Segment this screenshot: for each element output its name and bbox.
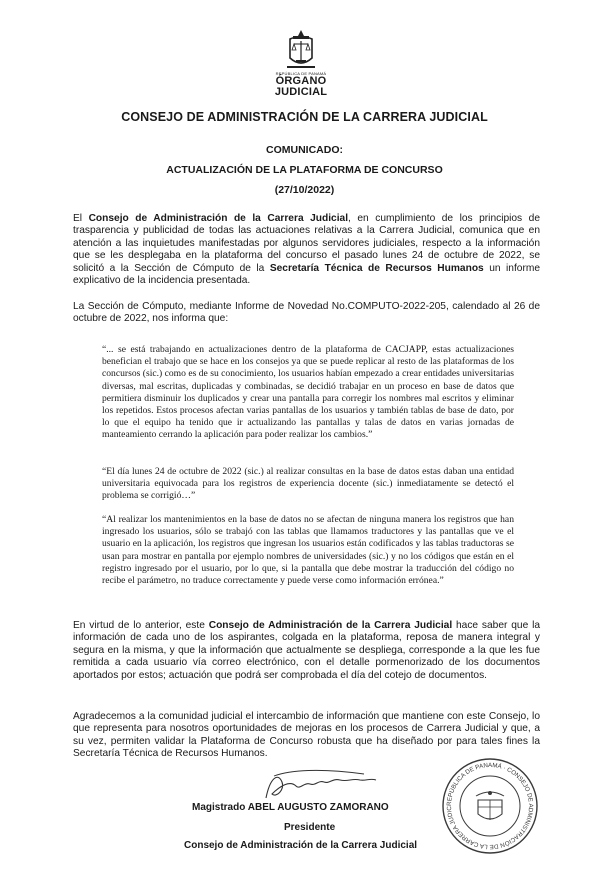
quote-1: “... se está trabajando en actualizaciones dentro de la plataforma de CACJAPP, estas actualizaciones benefician el trabajo que se hace en los consejos ya que se puede replicar al resto de las plataformas de los concursos (sic.) como es de su conocimiento, los usuarios habían empezado a crear entidades universitarias diversas, mal escritas, duplicadas y combinadas, se decidió trabajar en un proceso en base de datos que permitiera disminuir los duplicados y crear una pantalla para corregir los nombres mal escritos y eliminar los repetidos. Estos procesos afectan varias pantallas de los usuarios y también tablas de base de dato, por lo que el equipo ha tenido que ir actualizando las pantallas y talas de datos en varias jornadas de manteamiento cerrando la aplicación para poder realizar los cambios.” [102,344,514,441]
p1-secretaria-bold: Secretaría Técnica de Recursos Humanos [269,262,484,274]
p1-text-c: , en cumplimiento de los principios de trasparencia y publicidad de todas las actuaciones relativas a la Carrera Judicial, comunica que en atención a las inquietudes manifestadas por algunos servidores judiciales, respecto a la información que se les desplegaba en la plataforma del concurso el pasado lunes 24 de octubre de 2022, se solicitó a la Sección de Cómputo de la [73,213,540,274]
paragraph-thanks: Agradecemos a la comunidad judicial el intercambio de información que mantiene con este Consejo, lo que representa para nosotros oportunidades de mejoras en los procesos de Carrera Judicial y que, a su vez, permiten validar la Plataforma de Concurso robusta que ha diseñado por para tales fines la Secretaría Técnica de Recursos Humanos. [73,711,540,760]
signatory-name: Magistrado ABEL AUGUSTO ZAMORANO [192,802,389,813]
signatory-organization: Consejo de Administración de la Carrera Judicial [184,840,418,851]
paragraph-conclusion [73,620,540,682]
p3-council-bold: Consejo de Administración de la Carrera Judicial [208,620,453,631]
signature-block [180,772,430,852]
logo-country-text: REPÚBLICA DE PANAMÁ [275,71,327,76]
date-heading: (27/10/2022) [274,184,335,196]
council-heading: CONSEJO DE ADMINISTRACIÓN DE LA CARRERA JUDICIAL [121,110,488,124]
p1-text-a: El [73,213,89,224]
p3-text-a: En virtud de lo anterior, este [73,620,209,631]
subject-heading: ACTUALIZACIÓN DE LA PLATAFORMA DE CONCURSO [166,164,443,176]
quote-3: “Al realizar los mantenimientos en la base de datos no se afectan de ninguna manera los registros que han ingresado los usuarios, sólo se trabajó con las tablas que llamamos traductores y las pantallas que ve el usuario en la aplicación, los registros que ingresan los usuarios están codificados y las tablas traductoras se usan para mostrar en pantalla por ejemplo nombres de universidades (sic.) y no los códigos que están en el registro ingresado por el usuario, por lo que, si la pantalla que debe mostrar la traducción del código no recibe el parámetro, no traduce correctamente y puede verse como información errónea.” [102,514,514,587]
justice-emblem-icon [284,28,318,70]
paragraph-intro [73,213,540,287]
logo-title-line1: ÓRGANO [275,75,327,87]
quote-2: “El día lunes 24 de octubre de 2022 (sic.) al realizar consultas en la base de datos estas daban una entidad universitaria equivocada para los registros de experiencia docente (sic.) inmediatamente se detectó el problema se corrigió…” [102,466,514,502]
official-seal [440,756,540,856]
seal-emblem-icon [440,756,540,856]
seal-ring-text: REPÚBLICA DE PANAMÁ · CONSEJO DE ADMINISTRACIÓN DE LA CARRERA JUDIC [445,761,535,851]
logo-title-line2: JUDICIAL [274,86,328,98]
organo-judicial-logo [268,28,334,100]
p3-text-c: hace saber que la información de cada uno de los aspirantes, colgada en la plataforma, reposa de manera integral y segura en la misma, y que la información que actualmente se despliega, corresponde a la que les fue remitida a cada usuario vía correo electrónico, con el detalle pormenorizado de los documentos aportados por estos; actuación que podrá ser comprobada el día del cotejo de documentos. [73,620,540,681]
signatory-role: Presidente [284,822,336,833]
comunicado-heading: COMUNICADO: [266,144,343,156]
paragraph-report: La Sección de Cómputo, mediante Informe de Novedad No.COMPUTO-2022-205, calendado al 26 de octubre de 2022, nos informa que: [73,301,540,325]
p1-text-e: un informe explicativo de la incidencia presentada. [73,262,540,287]
p1-council-bold: Consejo de Administración de la Carrera Judicial [88,213,349,224]
